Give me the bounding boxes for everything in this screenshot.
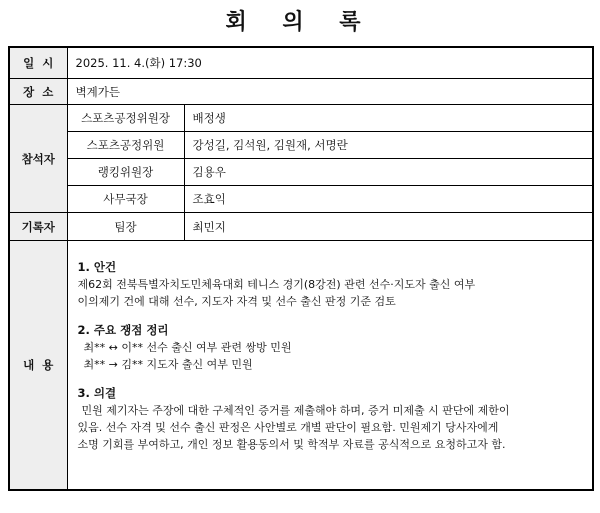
content-line: 최** → 김** 지도자 출신 여부 민원	[83, 358, 253, 371]
section-heading: 1. 안건	[77, 260, 117, 274]
section-heading: 3. 의결	[77, 386, 117, 400]
row-place	[9, 79, 593, 105]
content-line: 있음. 선수 자격 및 선수 출신 판정은 사안별로 개별 판단이 필요함. 민원제기 당사자에게	[77, 421, 499, 434]
attendee-names: 강성길, 김석원, 김원재, 서명란	[184, 132, 593, 159]
label-date: 일 시	[9, 47, 67, 79]
attendee-row	[9, 159, 593, 186]
content-line: 최** ↔ 이** 선수 출신 여부 관련 쌍방 민원	[83, 341, 292, 354]
label-place: 장 소	[9, 79, 67, 105]
minutes-table	[8, 46, 594, 491]
row-recorder	[9, 213, 593, 241]
content-body	[68, 241, 593, 453]
row-date	[9, 47, 593, 79]
content-line: 소명 기회를 부여하고, 개인 정보 활용동의서 및 학적부 자료를 공식적으로 요청하고자 함.	[77, 438, 506, 451]
content-cell	[67, 241, 593, 491]
attendee-row	[9, 132, 593, 159]
content-line: 이의제기 건에 대해 선수, 지도자 자격 및 선수 출신 판정 기준 검토	[77, 295, 396, 308]
attendee-role: 사무국장	[67, 186, 184, 213]
value-place: 벽계가든	[67, 79, 593, 105]
attendee-names: 배정생	[184, 105, 593, 132]
label-content: 내 용	[9, 241, 67, 491]
value-date: 2025. 11. 4.(화) 17:30	[67, 47, 593, 79]
label-attendees: 참석자	[9, 105, 67, 213]
attendee-row	[9, 105, 593, 132]
attendee-role: 랭킹위원장	[67, 159, 184, 186]
label-recorder: 기록자	[9, 213, 67, 241]
section-heading: 2. 주요 쟁점 정리	[77, 323, 169, 337]
recorder-role: 팀장	[67, 213, 184, 241]
content-line: 민원 제기자는 주장에 대한 구체적인 증거를 제출해야 하며, 증거 미제출 시 판단에 제한이	[81, 404, 510, 417]
content-line: 제62회 전북특별자치도민체육대회 테니스 경기(8강전) 관련 선수·지도자 출신 여부	[77, 278, 476, 291]
recorder-name: 최민지	[184, 213, 593, 241]
attendee-role: 스포츠공정위원	[67, 132, 184, 159]
attendee-role: 스포츠공정위원장	[67, 105, 184, 132]
attendee-names: 조효익	[184, 186, 593, 213]
row-content	[9, 241, 593, 491]
attendee-row	[9, 186, 593, 213]
document-title: 회 의 록	[225, 10, 375, 35]
attendee-names: 김용우	[184, 159, 593, 186]
